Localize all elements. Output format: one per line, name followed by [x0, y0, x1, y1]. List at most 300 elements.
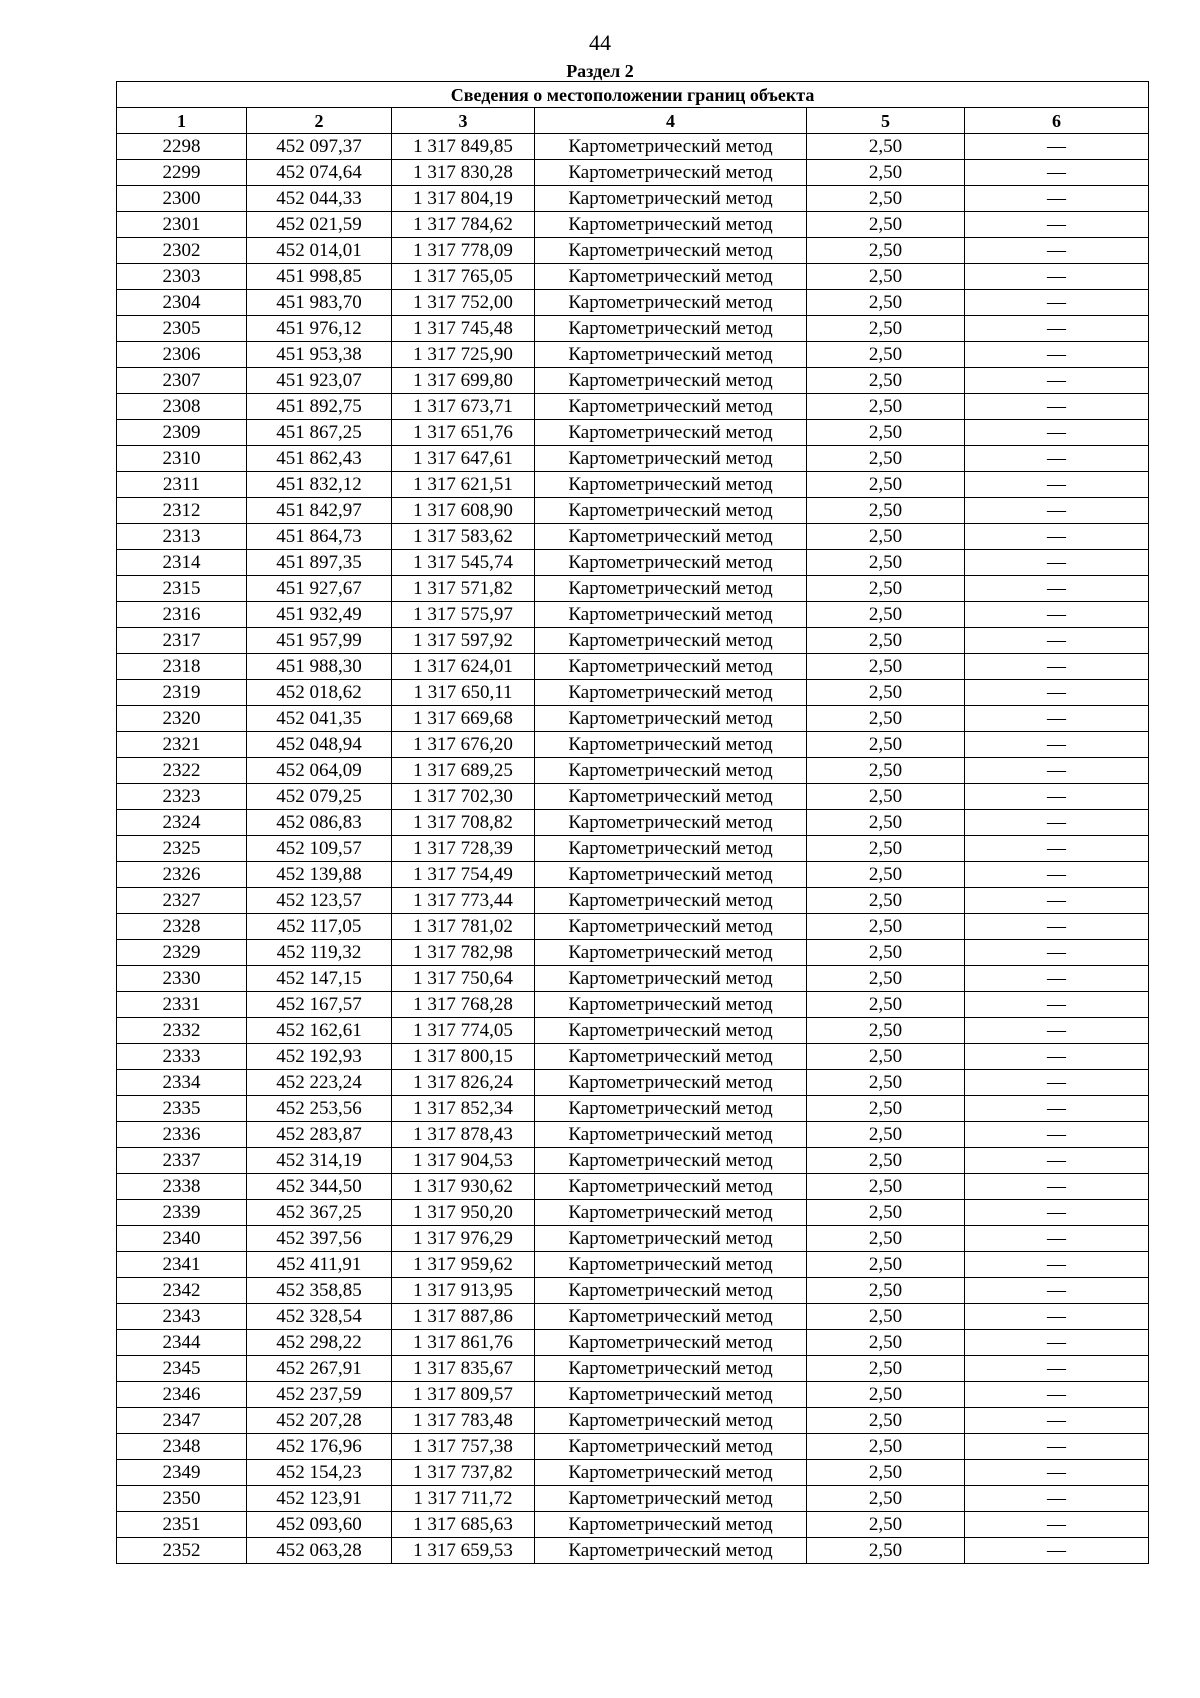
point-number-cell: 2315 [117, 576, 247, 602]
y-coordinate-cell: 1 317 913,95 [392, 1278, 535, 1304]
point-number-cell: 2343 [117, 1304, 247, 1330]
method-cell: Картометрический метод [535, 290, 807, 316]
x-coordinate-cell: 452 014,01 [247, 238, 392, 264]
table-row [117, 1018, 1149, 1044]
accuracy-cell: 2,50 [807, 1278, 965, 1304]
x-coordinate-cell: 452 223,24 [247, 1070, 392, 1096]
point-number-cell: 2335 [117, 1096, 247, 1122]
table-row [117, 1096, 1149, 1122]
y-coordinate-cell: 1 317 783,48 [392, 1408, 535, 1434]
point-number-cell: 2323 [117, 784, 247, 810]
y-coordinate-cell: 1 317 800,15 [392, 1044, 535, 1070]
column-header: 2 [247, 108, 392, 134]
x-coordinate-cell: 451 976,12 [247, 316, 392, 342]
method-cell: Картометрический метод [535, 732, 807, 758]
description-cell: — [965, 1096, 1149, 1122]
description-cell: — [965, 1304, 1149, 1330]
table-row [117, 1174, 1149, 1200]
description-cell: — [965, 1408, 1149, 1434]
y-coordinate-cell: 1 317 826,24 [392, 1070, 535, 1096]
table-row [117, 810, 1149, 836]
point-number-cell: 2351 [117, 1512, 247, 1538]
x-coordinate-cell: 452 176,96 [247, 1434, 392, 1460]
method-cell: Картометрический метод [535, 1096, 807, 1122]
table-row [117, 1070, 1149, 1096]
method-cell: Картометрический метод [535, 550, 807, 576]
point-number-cell: 2321 [117, 732, 247, 758]
y-coordinate-cell: 1 317 702,30 [392, 784, 535, 810]
method-cell: Картометрический метод [535, 1408, 807, 1434]
x-coordinate-cell: 451 892,75 [247, 394, 392, 420]
point-number-cell: 2338 [117, 1174, 247, 1200]
accuracy-cell: 2,50 [807, 810, 965, 836]
accuracy-cell: 2,50 [807, 368, 965, 394]
accuracy-cell: 2,50 [807, 966, 965, 992]
x-coordinate-cell: 452 328,54 [247, 1304, 392, 1330]
accuracy-cell: 2,50 [807, 1512, 965, 1538]
x-coordinate-cell: 452 021,59 [247, 212, 392, 238]
x-coordinate-cell: 451 897,35 [247, 550, 392, 576]
y-coordinate-cell: 1 317 773,44 [392, 888, 535, 914]
y-coordinate-cell: 1 317 689,25 [392, 758, 535, 784]
x-coordinate-cell: 452 086,83 [247, 810, 392, 836]
x-coordinate-cell: 452 063,28 [247, 1538, 392, 1564]
accuracy-cell: 2,50 [807, 1148, 965, 1174]
method-cell: Картометрический метод [535, 654, 807, 680]
x-coordinate-cell: 451 932,49 [247, 602, 392, 628]
table-row [117, 862, 1149, 888]
table-row [117, 1356, 1149, 1382]
table-row [117, 134, 1149, 160]
point-number-cell: 2308 [117, 394, 247, 420]
description-cell: — [965, 1070, 1149, 1096]
description-cell: — [965, 914, 1149, 940]
x-coordinate-cell: 452 344,50 [247, 1174, 392, 1200]
point-number-cell: 2307 [117, 368, 247, 394]
table-row [117, 394, 1149, 420]
x-coordinate-cell: 452 298,22 [247, 1330, 392, 1356]
y-coordinate-cell: 1 317 878,43 [392, 1122, 535, 1148]
description-cell: — [965, 836, 1149, 862]
point-number-cell: 2330 [117, 966, 247, 992]
table-row [117, 1304, 1149, 1330]
x-coordinate-cell: 452 139,88 [247, 862, 392, 888]
y-coordinate-cell: 1 317 699,80 [392, 368, 535, 394]
method-cell: Картометрический метод [535, 212, 807, 238]
accuracy-cell: 2,50 [807, 888, 965, 914]
method-cell: Картометрический метод [535, 394, 807, 420]
table-row [117, 654, 1149, 680]
y-coordinate-cell: 1 317 659,53 [392, 1538, 535, 1564]
table-row [117, 1252, 1149, 1278]
method-cell: Картометрический метод [535, 1356, 807, 1382]
point-number-cell: 2318 [117, 654, 247, 680]
method-cell: Картометрический метод [535, 186, 807, 212]
y-coordinate-cell: 1 317 768,28 [392, 992, 535, 1018]
point-number-cell: 2326 [117, 862, 247, 888]
table-row [117, 1330, 1149, 1356]
table-row [117, 706, 1149, 732]
method-cell: Картометрический метод [535, 914, 807, 940]
accuracy-cell: 2,50 [807, 342, 965, 368]
description-cell: — [965, 1538, 1149, 1564]
accuracy-cell: 2,50 [807, 316, 965, 342]
method-cell: Картометрический метод [535, 1512, 807, 1538]
method-cell: Картометрический метод [535, 862, 807, 888]
description-cell: — [965, 966, 1149, 992]
method-cell: Картометрический метод [535, 940, 807, 966]
y-coordinate-cell: 1 317 781,02 [392, 914, 535, 940]
point-number-cell: 2311 [117, 472, 247, 498]
x-coordinate-cell: 452 192,93 [247, 1044, 392, 1070]
description-cell: — [965, 1382, 1149, 1408]
point-number-cell: 2325 [117, 836, 247, 862]
table-row [117, 1044, 1149, 1070]
y-coordinate-cell: 1 317 737,82 [392, 1460, 535, 1486]
accuracy-cell: 2,50 [807, 706, 965, 732]
y-coordinate-cell: 1 317 849,85 [392, 134, 535, 160]
accuracy-cell: 2,50 [807, 1356, 965, 1382]
point-number-cell: 2340 [117, 1226, 247, 1252]
method-cell: Картометрический метод [535, 264, 807, 290]
description-cell: — [965, 1486, 1149, 1512]
y-coordinate-cell: 1 317 650,11 [392, 680, 535, 706]
method-cell: Картометрический метод [535, 1434, 807, 1460]
x-coordinate-cell: 452 018,62 [247, 680, 392, 706]
table-row [117, 758, 1149, 784]
accuracy-cell: 2,50 [807, 940, 965, 966]
x-coordinate-cell: 452 044,33 [247, 186, 392, 212]
method-cell: Картометрический метод [535, 576, 807, 602]
description-cell: — [965, 1200, 1149, 1226]
accuracy-cell: 2,50 [807, 550, 965, 576]
y-coordinate-cell: 1 317 930,62 [392, 1174, 535, 1200]
x-coordinate-cell: 452 123,57 [247, 888, 392, 914]
point-number-cell: 2339 [117, 1200, 247, 1226]
point-number-cell: 2300 [117, 186, 247, 212]
point-number-cell: 2320 [117, 706, 247, 732]
point-number-cell: 2329 [117, 940, 247, 966]
y-coordinate-cell: 1 317 754,49 [392, 862, 535, 888]
table-row [117, 368, 1149, 394]
table-row [117, 940, 1149, 966]
x-coordinate-cell: 452 074,64 [247, 160, 392, 186]
accuracy-cell: 2,50 [807, 1070, 965, 1096]
description-cell: — [965, 1434, 1149, 1460]
y-coordinate-cell: 1 317 685,63 [392, 1512, 535, 1538]
x-coordinate-cell: 452 123,91 [247, 1486, 392, 1512]
table-row [117, 498, 1149, 524]
table-row [117, 732, 1149, 758]
y-coordinate-cell: 1 317 784,62 [392, 212, 535, 238]
description-cell: — [965, 316, 1149, 342]
y-coordinate-cell: 1 317 608,90 [392, 498, 535, 524]
table-row [117, 160, 1149, 186]
method-cell: Картометрический метод [535, 888, 807, 914]
method-cell: Картометрический метод [535, 1538, 807, 1564]
point-number-cell: 2352 [117, 1538, 247, 1564]
y-coordinate-cell: 1 317 621,51 [392, 472, 535, 498]
y-coordinate-cell: 1 317 765,05 [392, 264, 535, 290]
x-coordinate-cell: 452 154,23 [247, 1460, 392, 1486]
accuracy-cell: 2,50 [807, 1434, 965, 1460]
y-coordinate-cell: 1 317 959,62 [392, 1252, 535, 1278]
method-cell: Картометрический метод [535, 1382, 807, 1408]
accuracy-cell: 2,50 [807, 160, 965, 186]
y-coordinate-cell: 1 317 782,98 [392, 940, 535, 966]
method-cell: Картометрический метод [535, 1018, 807, 1044]
method-cell: Картометрический метод [535, 420, 807, 446]
table-row [117, 264, 1149, 290]
description-cell: — [965, 238, 1149, 264]
table-row [117, 914, 1149, 940]
point-number-cell: 2348 [117, 1434, 247, 1460]
x-coordinate-cell: 452 397,56 [247, 1226, 392, 1252]
table-row [117, 836, 1149, 862]
x-coordinate-cell: 451 927,67 [247, 576, 392, 602]
method-cell: Картометрический метод [535, 706, 807, 732]
description-cell: — [965, 160, 1149, 186]
description-cell: — [965, 472, 1149, 498]
description-cell: — [965, 1252, 1149, 1278]
x-coordinate-cell: 452 207,28 [247, 1408, 392, 1434]
x-coordinate-cell: 451 953,38 [247, 342, 392, 368]
method-cell: Картометрический метод [535, 1044, 807, 1070]
point-number-cell: 2304 [117, 290, 247, 316]
method-cell: Картометрический метод [535, 758, 807, 784]
description-cell: — [965, 1356, 1149, 1382]
method-cell: Картометрический метод [535, 1122, 807, 1148]
accuracy-cell: 2,50 [807, 290, 965, 316]
description-cell: — [965, 628, 1149, 654]
description-cell: — [965, 264, 1149, 290]
y-coordinate-cell: 1 317 904,53 [392, 1148, 535, 1174]
table-row [117, 1434, 1149, 1460]
method-cell: Картометрический метод [535, 1252, 807, 1278]
point-number-cell: 2309 [117, 420, 247, 446]
description-cell: — [965, 134, 1149, 160]
point-number-cell: 2316 [117, 602, 247, 628]
x-coordinate-cell: 451 957,99 [247, 628, 392, 654]
x-coordinate-cell: 451 842,97 [247, 498, 392, 524]
y-coordinate-cell: 1 317 752,00 [392, 290, 535, 316]
point-number-cell: 2332 [117, 1018, 247, 1044]
table-row [117, 576, 1149, 602]
x-coordinate-cell: 451 923,07 [247, 368, 392, 394]
x-coordinate-cell: 452 162,61 [247, 1018, 392, 1044]
table-row [117, 1200, 1149, 1226]
boundary-coordinates-table [116, 81, 1149, 1564]
table-header-row [117, 108, 1149, 134]
y-coordinate-cell: 1 317 676,20 [392, 732, 535, 758]
table-row [117, 1278, 1149, 1304]
description-cell: — [965, 576, 1149, 602]
point-number-cell: 2327 [117, 888, 247, 914]
table-row [117, 186, 1149, 212]
accuracy-cell: 2,50 [807, 186, 965, 212]
method-cell: Картометрический метод [535, 316, 807, 342]
table-caption: Сведения о местоположении границ объекта [117, 82, 1149, 108]
point-number-cell: 2331 [117, 992, 247, 1018]
method-cell: Картометрический метод [535, 1174, 807, 1200]
y-coordinate-cell: 1 317 575,97 [392, 602, 535, 628]
page-number: 44 [589, 30, 611, 55]
point-number-cell: 2346 [117, 1382, 247, 1408]
table-row [117, 316, 1149, 342]
description-cell: — [965, 888, 1149, 914]
table-row [117, 420, 1149, 446]
y-coordinate-cell: 1 317 669,68 [392, 706, 535, 732]
accuracy-cell: 2,50 [807, 212, 965, 238]
x-coordinate-cell: 452 041,35 [247, 706, 392, 732]
point-number-cell: 2299 [117, 160, 247, 186]
x-coordinate-cell: 452 093,60 [247, 1512, 392, 1538]
description-cell: — [965, 446, 1149, 472]
table-row [117, 1408, 1149, 1434]
y-coordinate-cell: 1 317 750,64 [392, 966, 535, 992]
x-coordinate-cell: 452 283,87 [247, 1122, 392, 1148]
y-coordinate-cell: 1 317 976,29 [392, 1226, 535, 1252]
accuracy-cell: 2,50 [807, 784, 965, 810]
method-cell: Картометрический метод [535, 1486, 807, 1512]
method-cell: Картометрический метод [535, 1200, 807, 1226]
point-number-cell: 2336 [117, 1122, 247, 1148]
table-row [117, 342, 1149, 368]
description-cell: — [965, 1122, 1149, 1148]
description-cell: — [965, 784, 1149, 810]
y-coordinate-cell: 1 317 647,61 [392, 446, 535, 472]
x-coordinate-cell: 452 117,05 [247, 914, 392, 940]
y-coordinate-cell: 1 317 597,92 [392, 628, 535, 654]
x-coordinate-cell: 452 097,37 [247, 134, 392, 160]
accuracy-cell: 2,50 [807, 1122, 965, 1148]
description-cell: — [965, 342, 1149, 368]
point-number-cell: 2319 [117, 680, 247, 706]
accuracy-cell: 2,50 [807, 498, 965, 524]
table-row [117, 1486, 1149, 1512]
description-cell: — [965, 1460, 1149, 1486]
accuracy-cell: 2,50 [807, 446, 965, 472]
point-number-cell: 2314 [117, 550, 247, 576]
x-coordinate-cell: 452 048,94 [247, 732, 392, 758]
accuracy-cell: 2,50 [807, 264, 965, 290]
point-number-cell: 2347 [117, 1408, 247, 1434]
x-coordinate-cell: 451 998,85 [247, 264, 392, 290]
table-row [117, 446, 1149, 472]
table-row [117, 680, 1149, 706]
y-coordinate-cell: 1 317 950,20 [392, 1200, 535, 1226]
table-row [117, 1226, 1149, 1252]
description-cell: — [965, 1148, 1149, 1174]
y-coordinate-cell: 1 317 774,05 [392, 1018, 535, 1044]
method-cell: Картометрический метод [535, 966, 807, 992]
method-cell: Картометрический метод [535, 1330, 807, 1356]
accuracy-cell: 2,50 [807, 1304, 965, 1330]
accuracy-cell: 2,50 [807, 420, 965, 446]
method-cell: Картометрический метод [535, 160, 807, 186]
description-cell: — [965, 810, 1149, 836]
table-row [117, 992, 1149, 1018]
accuracy-cell: 2,50 [807, 1096, 965, 1122]
point-number-cell: 2337 [117, 1148, 247, 1174]
accuracy-cell: 2,50 [807, 732, 965, 758]
method-cell: Картометрический метод [535, 628, 807, 654]
table-row [117, 238, 1149, 264]
method-cell: Картометрический метод [535, 836, 807, 862]
x-coordinate-cell: 451 864,73 [247, 524, 392, 550]
accuracy-cell: 2,50 [807, 1018, 965, 1044]
x-coordinate-cell: 452 167,57 [247, 992, 392, 1018]
description-cell: — [965, 1044, 1149, 1070]
method-cell: Картометрический метод [535, 1460, 807, 1486]
accuracy-cell: 2,50 [807, 238, 965, 264]
x-coordinate-cell: 451 983,70 [247, 290, 392, 316]
accuracy-cell: 2,50 [807, 758, 965, 784]
table-row [117, 550, 1149, 576]
table-row [117, 628, 1149, 654]
column-header: 5 [807, 108, 965, 134]
x-coordinate-cell: 451 832,12 [247, 472, 392, 498]
column-header: 1 [117, 108, 247, 134]
table-row [117, 888, 1149, 914]
method-cell: Картометрический метод [535, 472, 807, 498]
y-coordinate-cell: 1 317 745,48 [392, 316, 535, 342]
y-coordinate-cell: 1 317 728,39 [392, 836, 535, 862]
method-cell: Картометрический метод [535, 134, 807, 160]
description-cell: — [965, 1278, 1149, 1304]
description-cell: — [965, 602, 1149, 628]
point-number-cell: 2342 [117, 1278, 247, 1304]
accuracy-cell: 2,50 [807, 914, 965, 940]
table-row [117, 212, 1149, 238]
accuracy-cell: 2,50 [807, 1330, 965, 1356]
method-cell: Картометрический метод [535, 498, 807, 524]
point-number-cell: 2310 [117, 446, 247, 472]
accuracy-cell: 2,50 [807, 394, 965, 420]
accuracy-cell: 2,50 [807, 1200, 965, 1226]
point-number-cell: 2328 [117, 914, 247, 940]
y-coordinate-cell: 1 317 809,57 [392, 1382, 535, 1408]
table-row [117, 524, 1149, 550]
y-coordinate-cell: 1 317 725,90 [392, 342, 535, 368]
description-cell: — [965, 654, 1149, 680]
description-cell: — [965, 1226, 1149, 1252]
table-row [117, 1382, 1149, 1408]
description-cell: — [965, 992, 1149, 1018]
column-header: 6 [965, 108, 1149, 134]
description-cell: — [965, 1512, 1149, 1538]
point-number-cell: 2322 [117, 758, 247, 784]
description-cell: — [965, 524, 1149, 550]
table-caption-row [117, 82, 1149, 108]
description-cell: — [965, 1174, 1149, 1200]
point-number-cell: 2305 [117, 316, 247, 342]
table-row [117, 472, 1149, 498]
accuracy-cell: 2,50 [807, 1252, 965, 1278]
method-cell: Картометрический метод [535, 810, 807, 836]
x-coordinate-cell: 452 064,09 [247, 758, 392, 784]
accuracy-cell: 2,50 [807, 1174, 965, 1200]
table-row [117, 602, 1149, 628]
table-row [117, 1538, 1149, 1564]
point-number-cell: 2350 [117, 1486, 247, 1512]
y-coordinate-cell: 1 317 830,28 [392, 160, 535, 186]
description-cell: — [965, 394, 1149, 420]
x-coordinate-cell: 452 253,56 [247, 1096, 392, 1122]
x-coordinate-cell: 452 147,15 [247, 966, 392, 992]
table-row [117, 1512, 1149, 1538]
point-number-cell: 2334 [117, 1070, 247, 1096]
